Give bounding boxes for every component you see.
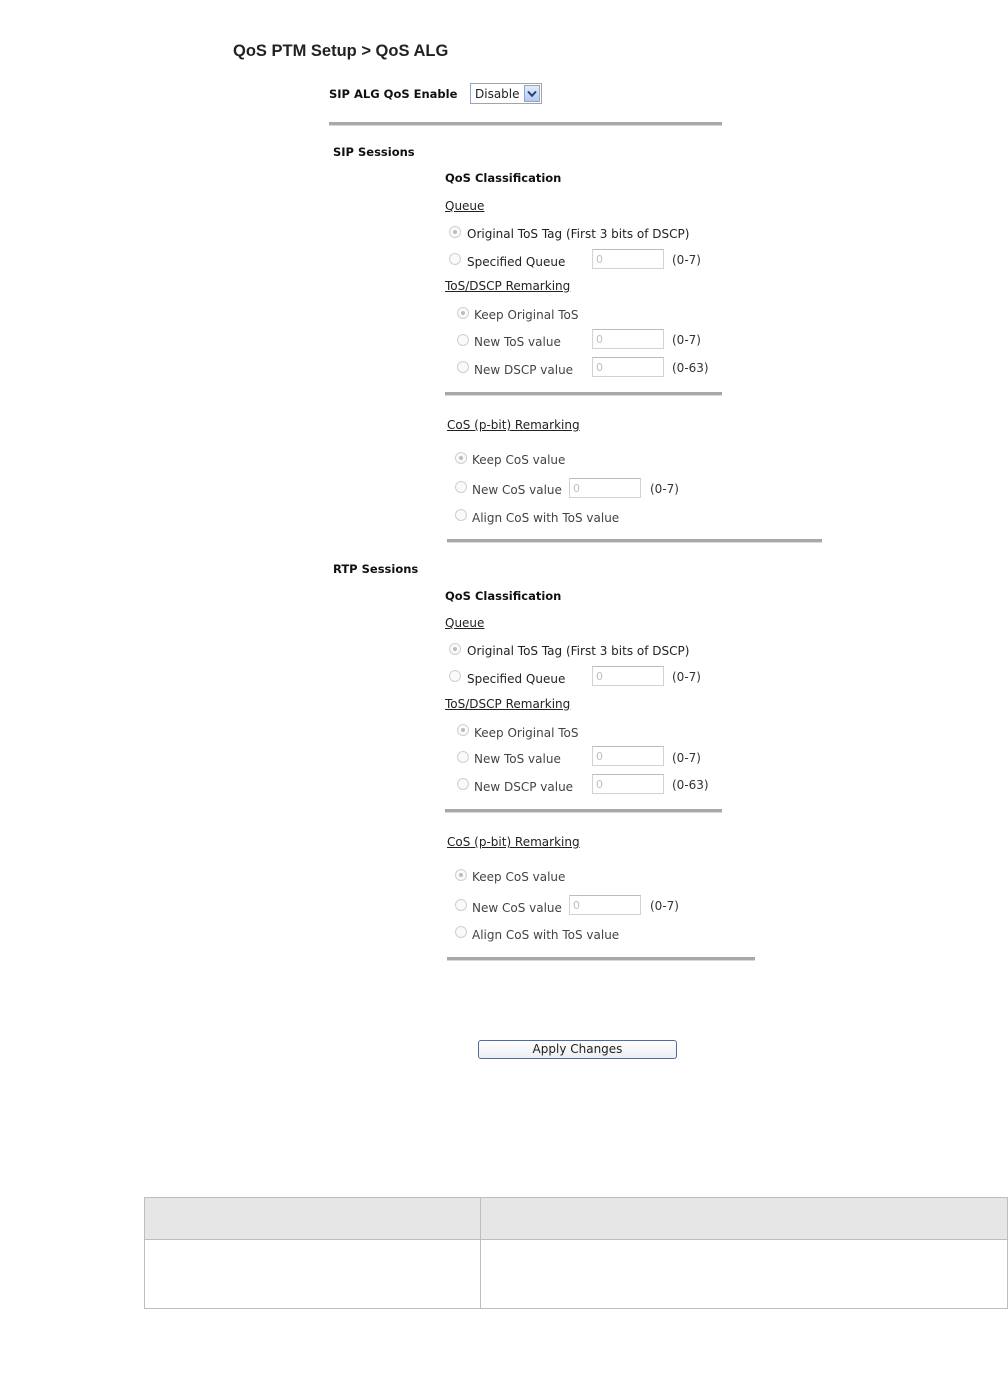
sip-new-cos-label: New CoS value (472, 483, 562, 497)
rtp-tos-dscp-heading: ToS/DSCP Remarking (445, 697, 571, 711)
rtp-queue-heading: Queue (445, 616, 485, 630)
table-row (145, 1240, 1008, 1309)
sip-new-dscp-radio[interactable] (457, 361, 469, 373)
sip-queue-specified-radio[interactable] (449, 253, 461, 265)
rtp-align-cos-label: Align CoS with ToS value (472, 928, 620, 942)
chevron-down-icon[interactable] (524, 85, 540, 102)
rtp-new-cos-radio[interactable] (455, 899, 467, 911)
sip-cos-heading: CoS (p-bit) Remarking (447, 418, 580, 432)
sip-queue-original-radio[interactable] (449, 226, 461, 238)
table-header-cell (481, 1198, 1008, 1240)
rtp-specified-queue-input[interactable] (592, 666, 664, 686)
rtp-sessions-label: RTP Sessions (333, 562, 419, 576)
sip-tos-dscp-heading: ToS/DSCP Remarking (445, 279, 571, 293)
sip-sessions-label: SIP Sessions (333, 145, 415, 159)
sip-new-cos-input[interactable] (569, 478, 641, 498)
table-cell (481, 1240, 1008, 1309)
rtp-queue-specified-label: Specified Queue (467, 672, 566, 686)
rtp-new-tos-label: New ToS value (474, 752, 561, 766)
sip-alg-qos-enable-select[interactable] (470, 83, 542, 104)
table-header-row (145, 1198, 1008, 1240)
divider (445, 809, 722, 813)
sip-new-tos-range: (0-7) (672, 333, 701, 347)
rtp-queue-specified-radio[interactable] (449, 670, 461, 682)
rtp-new-dscp-input[interactable] (592, 774, 664, 794)
rtp-new-dscp-radio[interactable] (457, 778, 469, 790)
rtp-new-dscp-range: (0-63) (672, 778, 709, 792)
sip-keep-cos-label: Keep CoS value (472, 453, 566, 467)
rtp-align-cos-radio[interactable] (455, 926, 467, 938)
rtp-new-tos-radio[interactable] (457, 751, 469, 763)
sip-align-cos-radio[interactable] (455, 509, 467, 521)
sip-new-cos-range: (0-7) (650, 482, 679, 496)
apply-changes-button[interactable]: Apply Changes (478, 1040, 677, 1059)
sip-keep-original-tos-label: Keep Original ToS (474, 308, 579, 322)
sip-new-dscp-range: (0-63) (672, 361, 709, 375)
sip-align-cos-label: Align CoS with ToS value (472, 511, 620, 525)
rtp-keep-original-tos-label: Keep Original ToS (474, 726, 579, 740)
sip-new-tos-label: New ToS value (474, 335, 561, 349)
rtp-queue-original-radio[interactable] (449, 643, 461, 655)
rtp-new-tos-input[interactable] (592, 746, 664, 766)
rtp-new-cos-label: New CoS value (472, 901, 562, 915)
sip-new-cos-radio[interactable] (455, 481, 467, 493)
sip-alg-qos-enable-label: SIP ALG QoS Enable (329, 87, 458, 101)
sip-qos-classification-label: QoS Classification (445, 171, 562, 185)
rtp-qos-classification-label: QoS Classification (445, 589, 562, 603)
rtp-keep-cos-label: Keep CoS value (472, 870, 566, 884)
sip-specified-queue-input[interactable] (592, 249, 664, 269)
page-title: QoS PTM Setup > QoS ALG (233, 42, 449, 60)
rtp-new-cos-range: (0-7) (650, 899, 679, 913)
rtp-new-tos-range: (0-7) (672, 751, 701, 765)
sip-queue-heading: Queue (445, 199, 485, 213)
divider (445, 392, 722, 396)
rtp-keep-cos-radio[interactable] (455, 869, 467, 881)
sip-new-tos-input[interactable] (592, 329, 664, 349)
sip-new-tos-radio[interactable] (457, 334, 469, 346)
sip-new-dscp-label: New DSCP value (474, 363, 574, 377)
divider (447, 539, 822, 543)
select-value: Disable (475, 87, 520, 101)
rtp-new-dscp-label: New DSCP value (474, 780, 574, 794)
rtp-queue-original-label: Original ToS Tag (First 3 bits of DSCP) (467, 644, 690, 658)
parameter-table (144, 1197, 1008, 1309)
table-cell (145, 1240, 481, 1309)
sip-keep-cos-radio[interactable] (455, 452, 467, 464)
rtp-specified-queue-range: (0-7) (672, 670, 701, 684)
rtp-cos-heading: CoS (p-bit) Remarking (447, 835, 580, 849)
sip-specified-queue-range: (0-7) (672, 253, 701, 267)
divider (447, 957, 755, 961)
sip-keep-original-tos-radio[interactable] (457, 307, 469, 319)
sip-new-dscp-input[interactable] (592, 357, 664, 377)
rtp-new-cos-input[interactable] (569, 895, 641, 915)
sip-queue-original-label: Original ToS Tag (First 3 bits of DSCP) (467, 227, 690, 241)
table-header-cell (145, 1198, 481, 1240)
sip-queue-specified-label: Specified Queue (467, 255, 566, 269)
divider (329, 122, 722, 126)
rtp-keep-original-tos-radio[interactable] (457, 724, 469, 736)
